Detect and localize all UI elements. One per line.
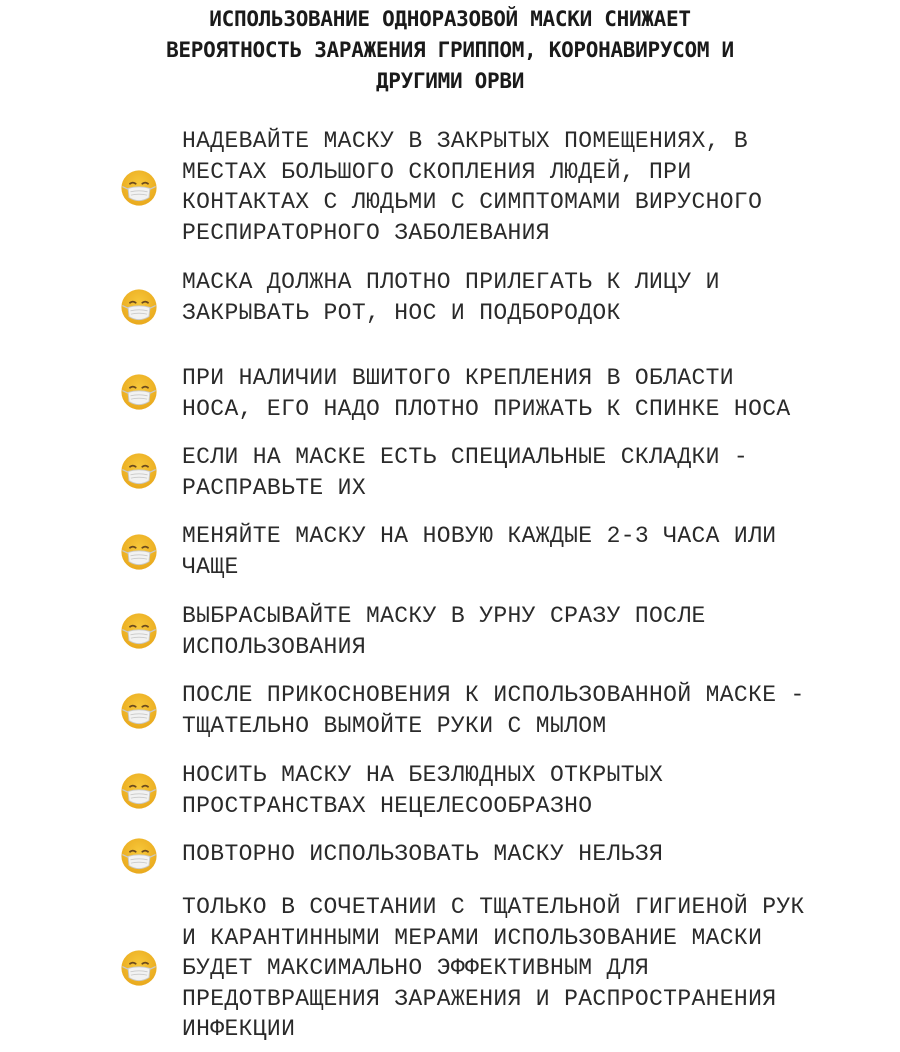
- face-with-medical-mask-icon: [120, 533, 158, 571]
- list-item-text: [182, 126, 762, 248]
- list-item-line: ПРОСТРАНСТВАХ НЕЦЕЛЕСООБРАЗНО: [182, 792, 593, 819]
- page-title: [40, 4, 860, 97]
- list-item-line: БУДЕТ МАКСИМАЛЬНО ЭФФЕКТИВНЫМ ДЛЯ: [182, 955, 650, 981]
- list-item-text: [182, 442, 748, 503]
- list-item-line: ИНФЕКЦИИ: [182, 1016, 296, 1042]
- list-item-text: [182, 892, 805, 1045]
- face-with-medical-mask-icon: [120, 837, 158, 875]
- face-with-medical-mask-icon: [120, 373, 158, 411]
- list-item-line: ЧАЩЕ: [182, 553, 239, 580]
- face-with-medical-mask-icon: [120, 169, 158, 207]
- list-item-line: НОСА, ЕГО НАДО ПЛОТНО ПРИЖАТЬ К СПИНКЕ НОСА: [182, 395, 791, 422]
- list-item-line: ЕСЛИ НА МАСКЕ ЕСТЬ СПЕЦИАЛЬНЫЕ СКЛАДКИ -: [182, 444, 749, 470]
- face-with-medical-mask-icon: [120, 949, 158, 987]
- title-line: ДРУГИМИ ОРВИ: [375, 69, 525, 93]
- list-item-text: [182, 601, 706, 662]
- list-item-text: [182, 839, 663, 870]
- list-item-line: ТЩАТЕЛЬНО ВЫМОЙТЕ РУКИ С МЫЛОМ: [182, 712, 607, 739]
- list-item-line: РЕСПИРАТОРНОГО ЗАБОЛЕВАНИЯ: [182, 219, 550, 246]
- list-item-line: ПРЕДОТВРАЩЕНИЯ ЗАРАЖЕНИЯ И РАСПРОСТРАНЕНИЯ: [182, 985, 777, 1012]
- title-line: ВЕРОЯТНОСТЬ ЗАРАЖЕНИЯ ГРИППОМ, КОРОНАВИРУСОМ И: [166, 38, 734, 62]
- list-item-line: КОНТАКТАХ С ЛЮДЬМИ С СИМПТОМАМИ ВИРУСНОГО: [182, 189, 763, 215]
- list-item-line: НОСИТЬ МАСКУ НА БЕЗЛЮДНЫХ ОТКРЫТЫХ: [182, 762, 664, 788]
- list-item-line: ТОЛЬКО В СОЧЕТАНИИ С ТЩАТЕЛЬНОЙ ГИГИЕНОЙ РУК: [182, 894, 805, 920]
- face-with-medical-mask-icon: [120, 772, 158, 810]
- list-item-line: МАСКА ДОЛЖНА ПЛОТНО ПРИЛЕГАТЬ К ЛИЦУ И: [182, 269, 720, 295]
- list-item-text: [182, 267, 720, 328]
- face-with-medical-mask-icon: [120, 288, 158, 326]
- list-item-line: РАСПРАВЬТЕ ИХ: [182, 474, 366, 501]
- list-item-line: ПОВТОРНО ИСПОЛЬЗОВАТЬ МАСКУ НЕЛЬЗЯ: [182, 841, 664, 867]
- title-line: ИСПОЛЬЗОВАНИЕ ОДНОРАЗОВОЙ МАСКИ СНИЖАЕТ: [209, 7, 691, 31]
- list-item-line: ЗАКРЫВАТЬ РОТ, НОС И ПОДБОРОДОК: [182, 299, 621, 326]
- list-item-text: [182, 680, 805, 741]
- face-with-medical-mask-icon: [120, 452, 158, 490]
- list-item-line: ИСПОЛЬЗОВАНИЯ: [182, 633, 366, 660]
- list-item-line: МЕНЯЙТЕ МАСКУ НА НОВУЮ КАЖДЫЕ 2-3 ЧАСА ИЛИ: [182, 523, 777, 549]
- face-with-medical-mask-icon: [120, 692, 158, 730]
- list-item-text: [182, 363, 791, 424]
- list-item-line: ПОСЛЕ ПРИКОСНОВЕНИЯ К ИСПОЛЬЗОВАННОЙ МАСКЕ -: [182, 682, 805, 708]
- list-item-line: МЕСТАХ БОЛЬШОГО СКОПЛЕНИЯ ЛЮДЕЙ, ПРИ: [182, 158, 692, 185]
- list-item-line: НАДЕВАЙТЕ МАСКУ В ЗАКРЫТЫХ ПОМЕЩЕНИЯХ, В: [182, 128, 749, 154]
- face-with-medical-mask-icon: [120, 612, 158, 650]
- list-item-text: [182, 521, 776, 582]
- list-item-line: И КАРАНТИННЫМИ МЕРАМИ ИСПОЛЬЗОВАНИЕ МАСКИ: [182, 924, 763, 951]
- list-item-line: ПРИ НАЛИЧИИ ВШИТОГО КРЕПЛЕНИЯ В ОБЛАСТИ: [182, 365, 734, 391]
- list-item-line: ВЫБРАСЫВАЙТЕ МАСКУ В УРНУ СРАЗУ ПОСЛЕ: [182, 603, 706, 629]
- list-item-text: [182, 760, 663, 821]
